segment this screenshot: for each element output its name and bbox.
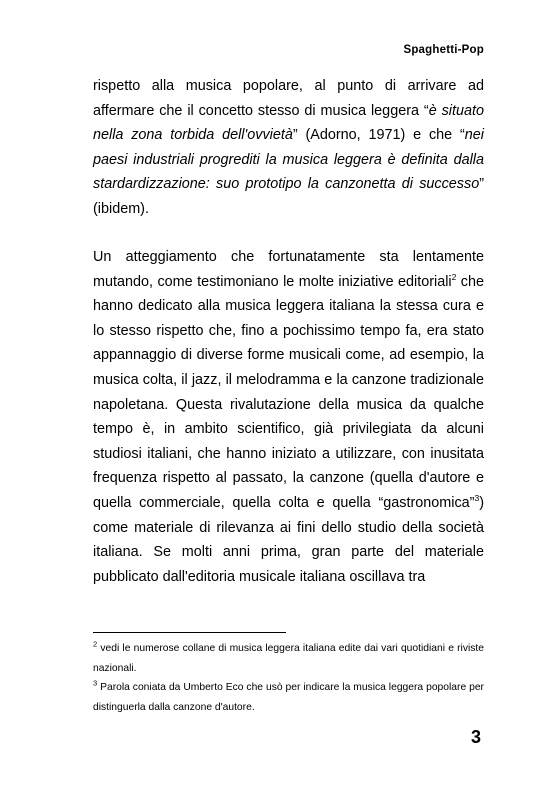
page-number: 3 — [470, 727, 481, 747]
footnote-ref-3[interactable]: 3 — [474, 493, 480, 504]
footnote-number: 2 — [93, 639, 98, 649]
footnote-number: 3 — [93, 678, 98, 688]
footnote-ref-2[interactable]: 2 — [451, 271, 457, 282]
footnote-3 — [93, 678, 484, 718]
body-paragraph-1 — [93, 74, 484, 222]
paragraph1-text-2: ” (Adorno, 1971) e che “ — [292, 127, 465, 144]
paragraph2-text-3: ) come materiale di rilevanza ai fini dello studio della società italiana. Se molti anni prima, gran parte del materiale pubblicato dall'editoria musicale italiana oscillava tra — [93, 494, 484, 585]
paragraph1-text-3: ” (ibidem). — [93, 176, 484, 217]
adorno-quote-1: è situato nella zona torbida dell'ovvietà — [93, 102, 484, 144]
footnote-text: vedi le numerose collane di musica leggera italiana edite dai vari quotidiani e riviste nazionali. — [93, 643, 484, 674]
footnote-2 — [93, 639, 484, 679]
adorno-quote-2: nei paesi industriali progrediti la musica leggera è definita dalla stardardizzazione: suo prototipo la canzonetta di successo — [93, 127, 484, 193]
footnote-divider — [93, 632, 286, 633]
paragraph1-text-1: rispetto alla musica popolare, al punto di arrivare ad affermare che il concetto stesso di musica leggera “ — [93, 78, 484, 119]
footnote-text: Parola coniata da Umberto Eco che usò per indicare la musica leggera popolare per distinguerla dalla canzone d'autore. — [93, 682, 484, 713]
body-paragraph-2 — [93, 245, 484, 589]
running-header: Spaghetti-Pop — [403, 44, 484, 56]
paragraph2-text-2: che hanno dedicato alla musica leggera italiana la stessa cura e lo stesso rispetto che, fino a pochissimo tempo fa, era stato appannaggio di diverse forme musicali come, ad esempio, la musica colta, il jazz, il melodramma e la canzone tradizionale napoletana. Questa rivalutazione della musica da qualche tempo è, in ambito scientifico, già privilegiata da alcuni studiosi italiani, che hanno iniziato a utilizzare, con inusitata frequenza rispetto al passato, la canzone (quella d'autore e quella commerciale, quella colta e quella “gastronomica” — [93, 273, 484, 511]
paragraph2-text-1: Un atteggiamento che fortunatamente sta lentamente mutando, come testimoniano le molte iniziative editoriali — [93, 249, 484, 290]
